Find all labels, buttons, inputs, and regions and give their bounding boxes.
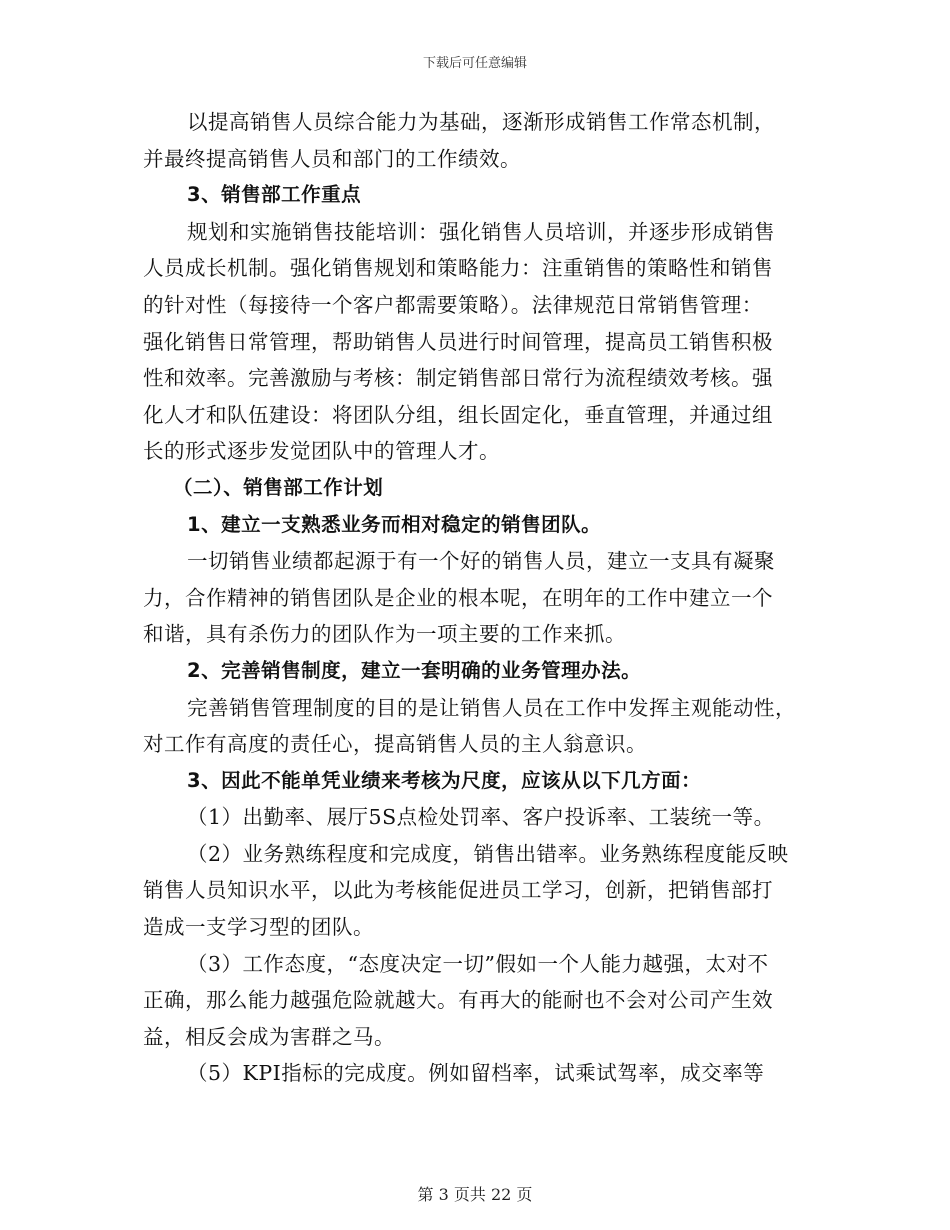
section-heading: 3、销售部工作重点: [187, 183, 362, 207]
paragraph-line: 对工作有高度的责任心，提高销售人员的主人翁意识。: [143, 732, 647, 757]
paragraph-line: 的针对性（每接待一个客户都需要策略）。法律规范日常销售管理：: [143, 292, 763, 317]
paragraph-line: 性和效率。完善激励与考核：制定销售部日常行为流程绩效考核。强: [143, 366, 773, 391]
section-heading: 3、因此不能单凭业绩来考核为尺度，应该从以下几方面：: [187, 768, 702, 792]
page-footer: 第 3 页共 22 页: [417, 1185, 533, 1204]
paragraph-line: 正确，那么能力越强危险就越大。有再大的能耐也不会对公司产生效: [143, 988, 773, 1013]
paragraph-line: 以提高销售人员综合能力为基础，逐渐形成销售工作常态机制，: [187, 110, 775, 134]
document-body: [143, 104, 808, 1092]
paragraph-line: 并最终提高销售人员和部门的工作绩效。: [143, 146, 521, 171]
paragraph-line: 造成一支学习型的团队。: [143, 915, 374, 940]
paragraph-line: 强化销售日常管理，帮助销售人员进行时间管理，提高员工销售积极: [143, 329, 773, 354]
section-heading: 2、完善销售制度，建立一套明确的业务管理办法。: [187, 658, 642, 682]
paragraph-line: 和谐，具有杀伤力的团队作为一项主要的工作来抓。: [143, 622, 626, 647]
section-heading: 1、建立一支熟悉业务而相对稳定的销售团队。: [187, 512, 602, 536]
page-header: 下载后可任意编辑: [422, 56, 527, 71]
paragraph-line: 长的形式逐步发觉团队中的管理人才。: [143, 439, 500, 464]
paragraph-line: 人员成长机制。强化销售规划和策略能力：注重销售的策略性和销售: [143, 256, 773, 281]
paragraph-line: （1）出勤率、展厅5S点检处罚率、客户投诉率、工装统一等。: [187, 805, 775, 830]
paragraph-line: 销售人员知识水平，以此为考核能促进员工学习，创新，把销售部打: [143, 878, 773, 903]
paragraph-line: 完善销售管理制度的目的是让销售人员在工作中发挥主观能动性，: [187, 695, 796, 720]
paragraph-line: 规划和实施销售技能培训：强化销售人员培训，并逐步形成销售: [187, 219, 775, 244]
paragraph-line: 化人才和队伍建设：将团队分组，组长固定化，垂直管理，并通过组: [143, 402, 773, 427]
paragraph-line: （5）KPI指标的完成度。例如留档率，试乘试驾率，成交率等: [187, 1061, 765, 1086]
section-heading: （二）、销售部工作计划: [173, 475, 384, 499]
paragraph-line: 益，相反会成为害群之马。: [143, 1024, 395, 1049]
paragraph-line: 力，合作精神的销售团队是企业的根本呢，在明年的工作中建立一个: [143, 585, 773, 610]
paragraph-line: （2）业务熟练程度和完成度，销售出错率。业务熟练程度能反映: [187, 841, 789, 866]
paragraph-line: （3）工作态度，“态度决定一切”假如一个人能力越强，太对不: [187, 951, 769, 976]
paragraph-line: 一切销售业绩都起源于有一个好的销售人员，建立一支具有凝聚: [187, 549, 775, 574]
